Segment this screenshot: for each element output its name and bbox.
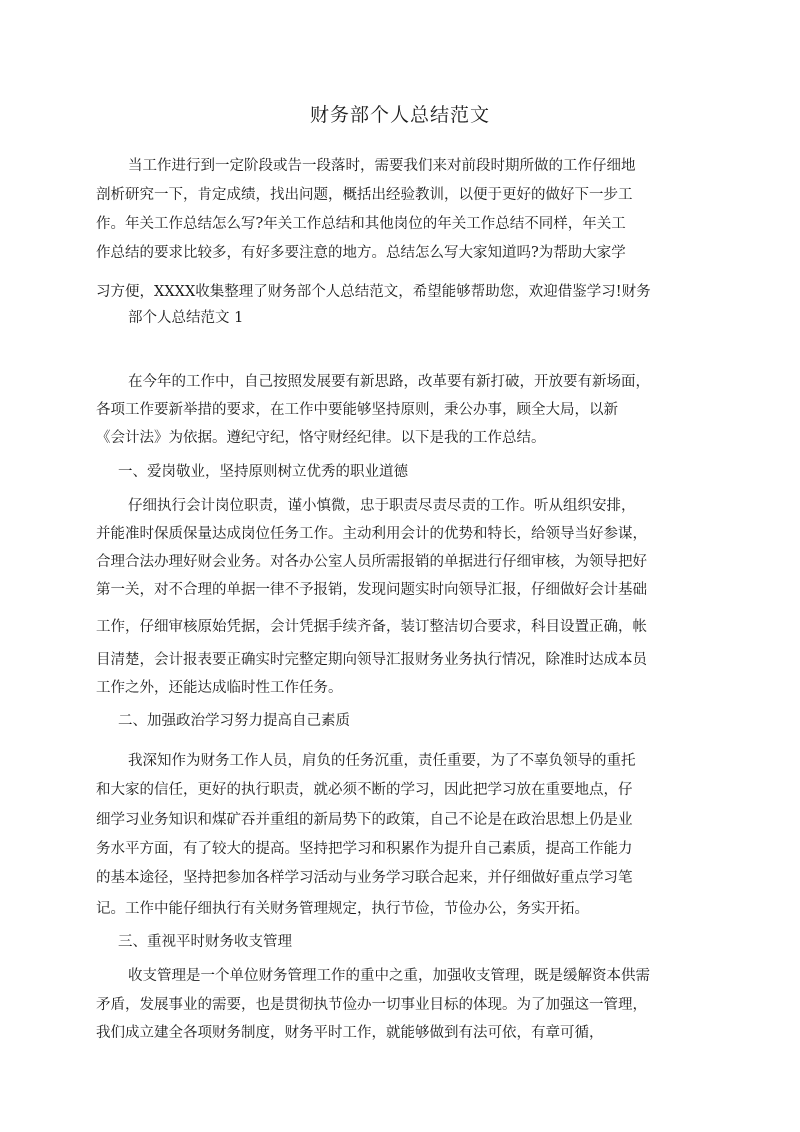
body-line: 仔细执行会计岗位职责，谨小慎微，忠于职责尽责尽责的工作。听从组织安排， [128,498,636,514]
intro-line: 当工作进行到一定阶段或告一段落时，需要我们来对前段时期所做的工作仔细地 [128,158,636,174]
opening-line: 各项工作要新举措的要求，在工作中要能够坚持原则，秉公办事，顾全大局，以新 [96,402,618,418]
section-heading: 一、爱岗敬业，坚持原则树立优秀的职业道德 [118,464,408,480]
intro-line: 部个人总结范文 1 [128,310,244,326]
intro-line: 剖析研究一下，肯定成绩，找出问题，概括出经验教训，以便于更好的做好下一步工 [96,187,633,203]
body-line: 记。工作中能仔细执行有关财务管理规定，执行节俭，节俭办公，务实开拓。 [96,901,589,917]
body-line: 收支管理是一个单位财务管理工作的重中之重，加强收支管理，既是缓解资本供需 [128,968,650,984]
section-heading: 二、加强政治学习努力提高自己素质 [118,713,350,729]
body-line: 务水平方面，有了较大的提高。坚持把学习和积累作为提升自己素质，提高工作能力 [96,841,633,857]
document-title: 财务部个人总结范文 [309,104,490,126]
intro-line: 作。年关工作总结怎么写?年关工作总结和其他岗位的年关工作总结不同样，年关工 [96,216,626,232]
body-line: 我们成立建全各项财务制度，财务平时工作，就能够做到有法可依，有章可循， [96,1025,604,1041]
body-line: 目清楚，会计报表要正确实时完整定期向领导汇报财务业务执行情况，除准时达成本员 [96,652,647,668]
body-line: 矛盾，发展事业的需要，也是贯彻执节俭办一切事业目标的体现。为了加强这一管理， [96,997,647,1013]
body-line: 并能准时保质保量达成岗位任务工作。主动利用会计的优势和特长，给领导当好参谋， [96,526,647,542]
section-heading: 三、重视平时财务收支管理 [118,934,292,950]
opening-line: 《会计法》为依据。遵纪守纪，恪守财经纪律。以下是我的工作总结。 [96,430,546,446]
intro-line: 作总结的要求比较多，有好多要注意的地方。总结怎么写大家知道吗?为帮助大家学 [96,245,626,261]
body-line: 我深知作为财务工作人员，肩负的任务沉重，责任重要，为了不辜负领导的重托 [128,753,636,769]
intro-line: 习方便，XXXX收集整理了财务部个人总结范文，希望能够帮助您，欢迎借鉴学习!财务 [96,284,651,300]
body-line: 和大家的信任，更好的执行职责，就必须不断的学习，因此把学习放在重要地点，仔 [96,782,633,798]
body-line: 细学习业务知识和煤矿吞并重组的新局势下的政策，自己不论是在政治思想上仍是业 [96,812,633,828]
body-line: 合理合法办理好财会业务。对各办公室人员所需报销的单据进行仔细审核，为领导把好 [96,554,647,570]
body-line: 的基本途径，坚持把参加各样学习活动与业务学习联合起来，并仔细做好重点学习笔 [96,870,633,886]
opening-line: 在今年的工作中，自己按照发展要有新思路，改革要有新打破，开放要有新场面， [128,374,650,390]
body-line: 第一关，对不合理的单据一律不予报销，发现问题实时向领导汇报，仔细做好会计基础 [96,582,647,598]
body-line: 工作之外，还能达成临时性工作任务。 [96,680,343,696]
body-line: 工作，仔细审核原始凭据，会计凭据手续齐备，装订整洁切合要求，科目设置正确，帐 [96,619,647,635]
